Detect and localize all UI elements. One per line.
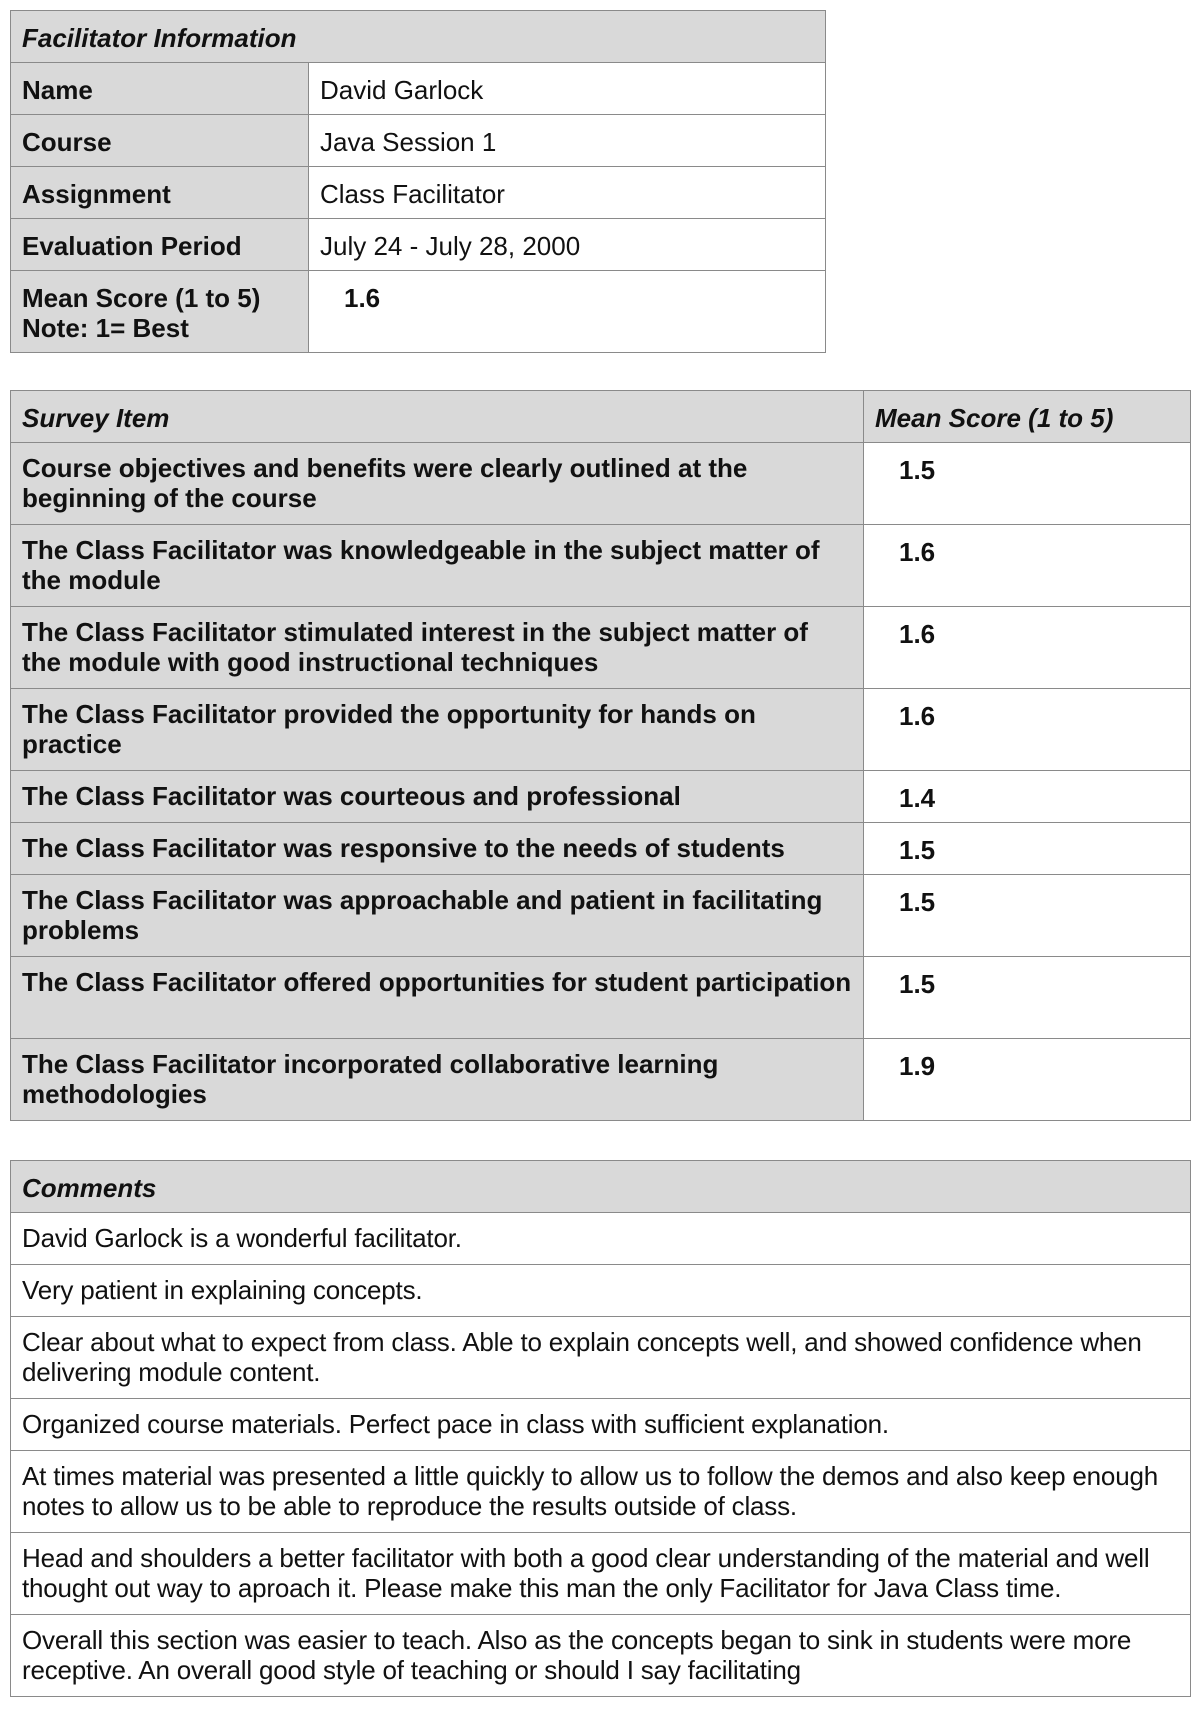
survey-score: 1.6: [864, 525, 1191, 607]
survey-item: The Class Facilitator offered opportunities for student participation: [11, 957, 864, 1039]
mean-score-note: Note: 1= Best: [22, 313, 189, 343]
survey-score: 1.6: [864, 607, 1191, 689]
survey-score: 1.4: [864, 771, 1191, 823]
survey-item-header: Survey Item: [11, 391, 864, 443]
comments-table: [10, 1160, 1191, 1697]
survey-item: The Class Facilitator was responsive to the needs of students: [11, 823, 864, 875]
mean-score-label: [11, 271, 309, 353]
survey-item: The Class Facilitator was knowledgeable in the subject matter of the module: [11, 525, 864, 607]
survey-item: Course objectives and benefits were clearly outlined at the beginning of the course: [11, 443, 864, 525]
survey-item: The Class Facilitator incorporated collaborative learning methodologies: [11, 1039, 864, 1121]
comment-row: Clear about what to expect from class. Able to explain concepts well, and showed confidence when delivering module content.: [11, 1317, 1191, 1399]
survey-table: [10, 390, 1191, 1121]
survey-score: 1.6: [864, 689, 1191, 771]
name-value: David Garlock: [309, 63, 826, 115]
evaluation-period-label: Evaluation Period: [11, 219, 309, 271]
facilitator-info-header: Facilitator Information: [11, 11, 826, 63]
comment-row: David Garlock is a wonderful facilitator.: [11, 1213, 1191, 1265]
facilitator-info-table: [10, 10, 826, 353]
name-label: Name: [11, 63, 309, 115]
overall-mean-score: 1.6: [309, 271, 826, 353]
comments-header: Comments: [11, 1161, 1191, 1213]
survey-score-header: Mean Score (1 to 5): [864, 391, 1191, 443]
comment-row: Head and shoulders a better facilitator with both a good clear understanding of the material and well thought out way to aproach it. Please make this man the only Facilitator for Java Class time.: [11, 1533, 1191, 1615]
survey-score: 1.5: [864, 823, 1191, 875]
comment-row: At times material was presented a little quickly to allow us to follow the demos and also keep enough notes to allow us to be able to reproduce the results outside of class.: [11, 1451, 1191, 1533]
survey-score: 1.5: [864, 875, 1191, 957]
survey-item: The Class Facilitator was approachable and patient in facilitating problems: [11, 875, 864, 957]
course-label: Course: [11, 115, 309, 167]
survey-item: The Class Facilitator stimulated interest in the subject matter of the module with good instructional techniques: [11, 607, 864, 689]
assignment-label: Assignment: [11, 167, 309, 219]
assignment-value: Class Facilitator: [309, 167, 826, 219]
survey-score: 1.5: [864, 957, 1191, 1039]
evaluation-period-value: July 24 - July 28, 2000: [309, 219, 826, 271]
survey-score: 1.5: [864, 443, 1191, 525]
comment-row: Organized course materials. Perfect pace in class with sufficient explanation.: [11, 1399, 1191, 1451]
comment-row: Very patient in explaining concepts.: [11, 1265, 1191, 1317]
survey-item: The Class Facilitator was courteous and professional: [11, 771, 864, 823]
comment-row: Overall this section was easier to teach. Also as the concepts began to sink in students were more receptive. An overall good style of teaching or should I say facilitating: [11, 1615, 1191, 1697]
survey-score: 1.9: [864, 1039, 1191, 1121]
course-value: Java Session 1: [309, 115, 826, 167]
mean-score-label-line1: Mean Score (1 to 5): [22, 283, 261, 313]
survey-item: The Class Facilitator provided the opportunity for hands on practice: [11, 689, 864, 771]
